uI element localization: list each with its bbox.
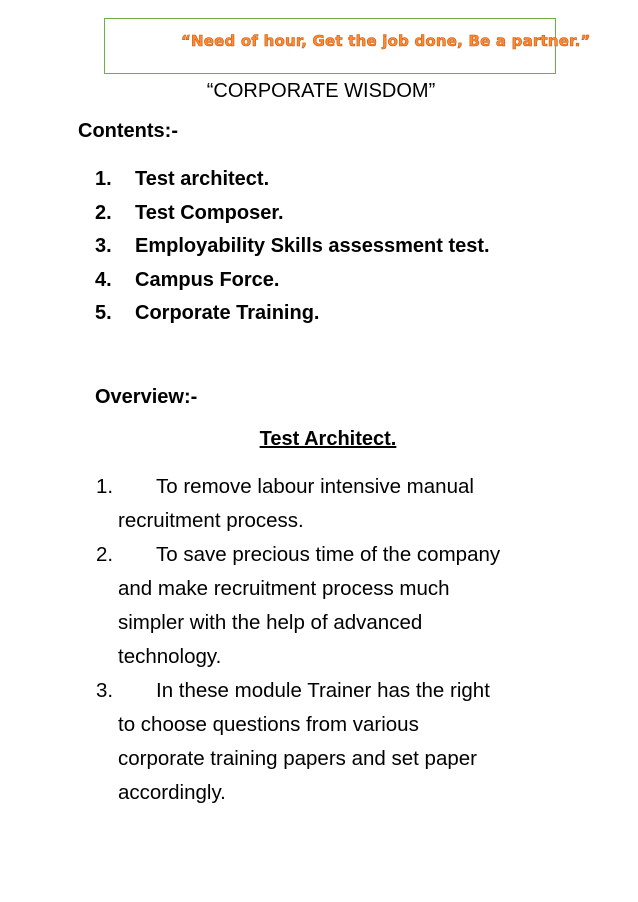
overview-point xyxy=(96,674,596,810)
contents-heading: Contents:- xyxy=(78,120,178,142)
contents-item xyxy=(95,199,490,233)
contents-item-number: 5. xyxy=(95,302,112,324)
contents-item-label: Test architect. xyxy=(135,168,270,190)
contents-item xyxy=(95,266,490,300)
contents-list xyxy=(95,165,490,333)
contents-item-label: Campus Force. xyxy=(135,268,280,291)
point-text: To save precious time of the company xyxy=(156,543,501,566)
tagline-box xyxy=(104,18,591,74)
point-first-line xyxy=(96,538,596,572)
overview-heading: Overview:- xyxy=(95,386,198,408)
point-number: 2. xyxy=(96,543,114,566)
contents-item-label: Test Composer. xyxy=(135,201,284,224)
contents-item-label: Corporate Training. xyxy=(135,302,320,324)
contents-item-number: 3. xyxy=(95,235,112,257)
contents-item-label: Employability Skills assessment test. xyxy=(135,235,490,257)
contents-item-number: 2. xyxy=(95,201,112,224)
point-continuation: corporate training papers and set paper xyxy=(118,747,477,770)
contents-item xyxy=(95,232,490,266)
point-number: 1. xyxy=(96,475,114,498)
point-text: In these module Trainer has the right xyxy=(156,679,490,702)
contents-item xyxy=(95,299,490,333)
point-continuation: accordingly. xyxy=(118,781,226,804)
document-title: “CORPORATE WISDOM” xyxy=(206,80,436,102)
point-continuation: to choose questions from various xyxy=(118,713,419,736)
contents-item-number: 4. xyxy=(95,268,112,291)
contents-item-number: 1. xyxy=(95,168,112,190)
point-number: 3. xyxy=(96,679,114,702)
overview-point xyxy=(96,538,596,674)
overview-point xyxy=(96,470,596,538)
overview-points xyxy=(96,470,596,810)
point-continuation: simpler with the help of advanced xyxy=(118,611,423,634)
point-first-line xyxy=(96,470,596,504)
point-text: To remove labour intensive manual xyxy=(156,475,474,498)
contents-item xyxy=(95,165,490,199)
point-continuation: technology. xyxy=(118,645,222,668)
point-first-line xyxy=(96,674,596,708)
point-continuation: and make recruitment process much xyxy=(118,577,450,600)
tagline-text: “Need of hour, Get the job done, Be a partner.” xyxy=(181,32,591,50)
section-title: Test Architect. xyxy=(259,428,397,450)
point-continuation: recruitment process. xyxy=(118,509,304,532)
